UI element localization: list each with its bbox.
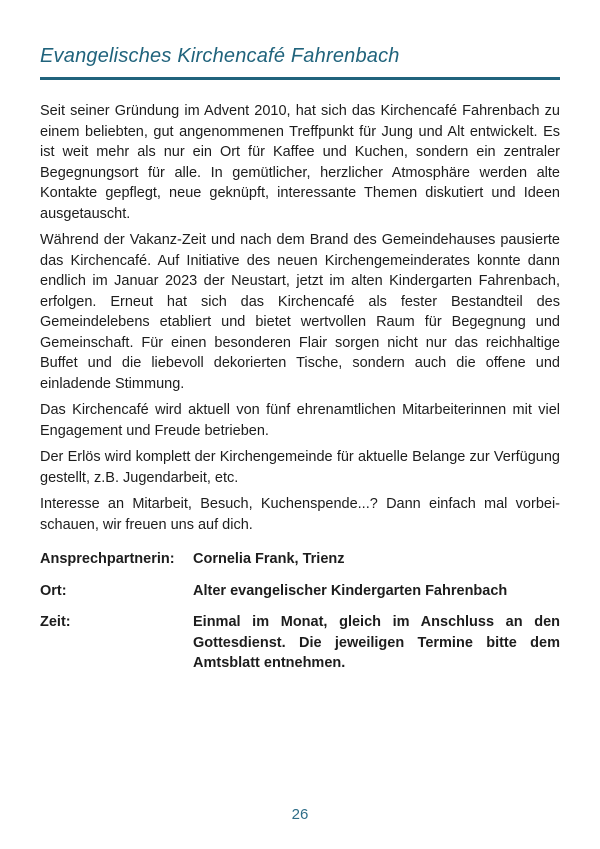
article-body bbox=[40, 101, 560, 535]
location-value: Alter evangelischer Kindergarten Fahrenbach bbox=[193, 582, 508, 599]
time-value: Einmal im Monat, gleich im Anschluss an den Gottesdienst. Die jeweiligen Termine bitte dem Amtsblatt entnehmen. bbox=[193, 614, 560, 671]
paragraph-restart: Während der Vakanz-Zeit und nach dem Brand des Gemeindehauses pausierte das Kirchencafé. Auf Initiative des neuen Kirchengemeinderates konnte dann endlich im Januar 2023 der Neustart, jetzt im alten Kindergarten Fahrenbach, erfolgen. Erneut hat sich das Kirchencafé als fester Bestandteil des Gemeindelebens etabliert und bietet wertvollen Raum für Begegnung und Gemeinschaft. Für einen besonderen Flair sorgen nicht nur das reichhaltige Buffet und die liebevoll dekorierten Tische, sondern auch die offene und einladende Stimmung. bbox=[40, 232, 560, 392]
contact-info-block bbox=[40, 549, 560, 674]
paragraph-proceeds: Der Erlös wird komplett der Kirchengemeinde für aktuelle Belange zur Verfügung gestellt, z.B. Jugendarbeit, etc. bbox=[40, 449, 560, 486]
info-row-time bbox=[40, 612, 560, 674]
paragraph-founding: Seit seiner Gründung im Advent 2010, hat sich das Kirchencafé Fahrenbach zu einem beliebten, gut angenommenen Treffpunkt für Jung und Alt entwickelt. Es ist weit mehr als nur ein Ort für Kaffee und Kuchen, sondern ein zentraler Begegnungsort für alle. In gemütlicher, herzlicher Atmosphäre werden alte Kontakte gepflegt, neue geknüpft, interessante Themen diskutiert und Ideen ausgetauscht. bbox=[40, 103, 560, 222]
paragraph-invitation: Interesse an Mitarbeit, Besuch, Kuchenspende...? Dann einfach mal vorbei-schauen, wir freuen uns auf dich. bbox=[40, 496, 560, 533]
info-row-location bbox=[40, 581, 560, 602]
contact-person-label: Ansprechpartnerin: bbox=[40, 551, 175, 567]
location-label: Ort: bbox=[40, 582, 67, 599]
page-title: Evangelisches Kirchencafé Fahrenbach bbox=[40, 45, 400, 67]
info-row-contact-person bbox=[40, 549, 560, 570]
title-underline-rule bbox=[40, 77, 560, 80]
contact-person-value: Cornelia Frank, Trienz bbox=[193, 551, 345, 567]
time-label: Zeit: bbox=[40, 614, 71, 630]
page-number: 26 bbox=[291, 806, 309, 823]
paragraph-volunteers: Das Kirchencafé wird aktuell von fünf ehrenamtlichen Mitarbeiterinnen mit viel Engagement und Freude betrieben. bbox=[40, 402, 560, 439]
